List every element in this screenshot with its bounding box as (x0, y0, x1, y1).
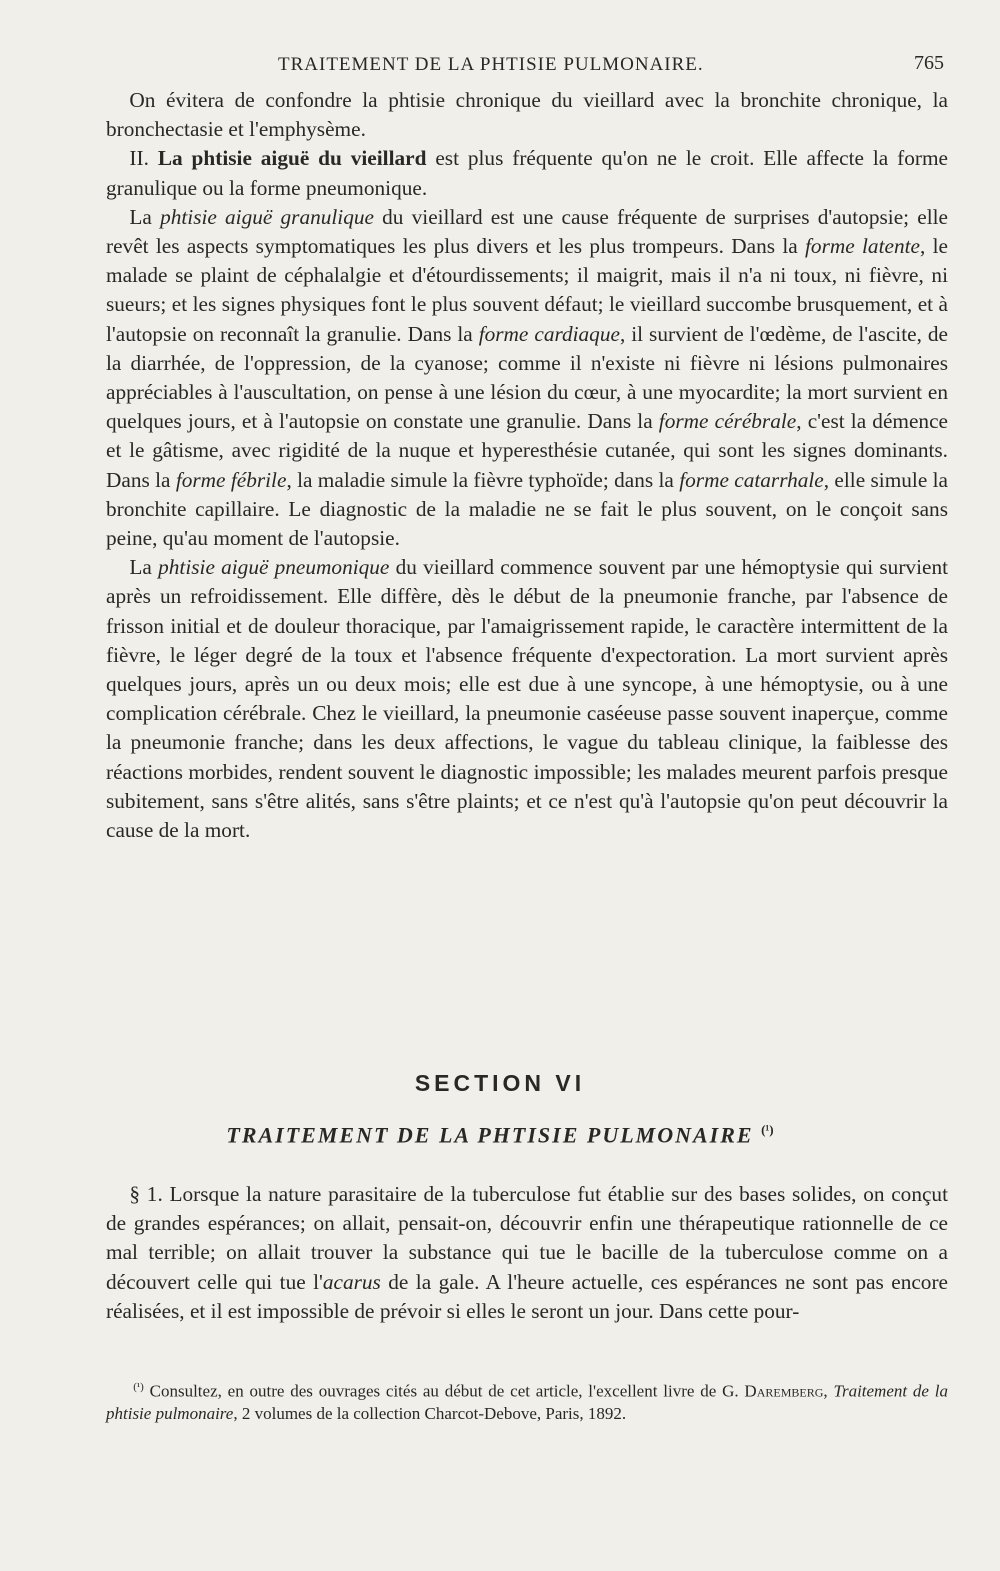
running-head (108, 52, 948, 80)
paragraph-3-text-b: du vieillard est une cause fréquente de surprises d'autopsie; elle revêt les aspects symptomatiques les plus divers et les plus trompeurs. Dans la (106, 204, 948, 259)
section-subtitle-text: TRAITEMENT DE LA PHTISIE PULMONAIRE (226, 1122, 754, 1148)
section-paragraph-1-text-a: § 1. Lorsque la nature parasitaire de la tuberculose fut établie sur des bases solides, on conçut de grandes espérances; on allait, pensait-on, découvrir enfin une thérapeutique rationnelle de ce mal terrible; on allait trouver la substance qui tue le bacille de la tuberculose comme on a découvert celle qui tue l' (106, 1182, 948, 1294)
paragraph-3-italic-1: phtisie aiguë granulique (160, 204, 374, 229)
paragraph-3-text-a: La (129, 204, 161, 229)
section-body (106, 1180, 948, 1326)
paragraph-3 (106, 203, 948, 553)
footnote-text-a: Consultez, en outre des ouvrages cités au début de cet article, l'excellent livre de G. (143, 1381, 745, 1401)
section-subtitle (0, 1122, 1000, 1148)
paragraph-4 (106, 553, 948, 845)
paragraph-1-text: On évitera de confondre la phtisie chronique du vieillard avec la bronchite chronique, la bronchectasie et l'emphysème. (106, 88, 948, 142)
page-number: 765 (914, 52, 944, 74)
footnote-author: Daremberg (744, 1381, 824, 1401)
footnote (106, 1376, 948, 1425)
section-paragraph-1-italic: acarus (322, 1269, 381, 1294)
footnote-text-b: , (823, 1381, 834, 1401)
paragraph-3-text-d: , il survient de l'œdème, de l'ascite, de la diarrhée, de l'oppression, de la cyanose; comme il n'existe ni fièvre ni lésions pulmonaires appréciables à l'auscultation, on pense à une lésion du cœur, à une myocardite; la mort survient en quelques jours, et à l'autopsie on constate une granulie. Dans la (106, 321, 948, 434)
paragraph-2-number: II. (129, 146, 158, 171)
paragraph-3-text-e: , c'est la démence et le gâtisme, avec rigidité de la nuque et hyperesthésie cutanée, qui sont les signes dominants. Dans la (106, 409, 948, 492)
paragraph-1 (106, 86, 948, 144)
paragraph-3-italic-3: forme cardiaque (478, 321, 620, 346)
footnote-text (106, 1376, 948, 1425)
paragraph-3-text-g: , elle simule la bronchite capillaire. Le diagnostic de la maladie ne se fait le plus souvent, on le conçoit sans peine, qu'au moment de l'autopsie. (106, 467, 948, 551)
body-text (106, 86, 948, 845)
paragraph-4-text-a: La (129, 555, 159, 580)
paragraph-2-heading: La phtisie aiguë du vieillard (157, 146, 427, 171)
paragraph-4-italic-1: phtisie aiguë pneumonique (158, 555, 390, 580)
paragraph-2 (106, 144, 948, 202)
paragraph-3-italic-5: forme fébrile (175, 467, 287, 492)
footnote-reference: (¹) (761, 1122, 774, 1137)
section-heading: SECTION VI (414, 1070, 586, 1096)
paragraph-4-text-b: du vieillard commence souvent par une hémoptysie qui survient après un refroidissement. Elle diffère, dès le début de la pneumonie franche, par l'absence de frisson initial et de douleur thoracique, par l'amaigrissement rapide, le caractère intermittent de la fièvre, le léger degré de la toux et l'absence fréquente d'expectoration. La mort survient après quelques jours, après un ou deux mois; elle est due à une syncope, à une hémoptysie, ou à une complication cérébrale. Chez le vieillard, la pneumonie caséeuse passe souvent inaperçue, comme la pneumonie franche; dans les deux affections, le vague du tableau clinique, la faiblesse des réactions morbides, rendent souvent le diagnostic impossible; les malades meurent parfois presque subitement, sans s'être alités, sans s'être plaints; et ce n'est qu'à l'autopsie qu'on peut découvrir la cause de la mort. (106, 555, 949, 843)
paragraph-3-italic-2: forme latente (805, 234, 920, 259)
footnote-mark: (¹) (133, 1381, 144, 1393)
section-paragraph-1-text-b: de la gale. A l'heure actuelle, ces espérances ne sont pas encore réalisées, et il est impossible de prévoir si elles le seront un jour. Dans cette pour- (106, 1269, 949, 1323)
paragraph-3-text-c: , le malade se plaint de céphalalgie et d'étourdissements; il maigrit, mais il n'a ni toux, ni fièvre, ni sueurs; et les signes physiques font le plus souvent défaut; le vieillard succombe brusquement, et à l'autopsie on reconnaît la granulie. Dans la (106, 234, 948, 346)
paragraph-2-text: est plus fréquente qu'on ne le croit. Elle affecte la forme granulique ou la forme pneumonique. (106, 146, 948, 200)
paragraph-3-text-f: , la maladie simule la fièvre typhoïde; dans la (286, 467, 680, 492)
paragraph-3-italic-4: forme cérébrale (658, 409, 797, 434)
footnote-text-c: , 2 volumes de la collection Charcot-Debove, Paris, 1892. (233, 1403, 627, 1423)
paragraph-3-italic-6: forme catarrhale (679, 467, 824, 492)
footnote-book-title: Traitement de la phtisie pulmonaire (106, 1381, 948, 1423)
running-title: TRAITEMENT DE LA PHTISIE PULMONAIRE. (278, 54, 704, 75)
section-paragraph-1 (106, 1180, 948, 1326)
